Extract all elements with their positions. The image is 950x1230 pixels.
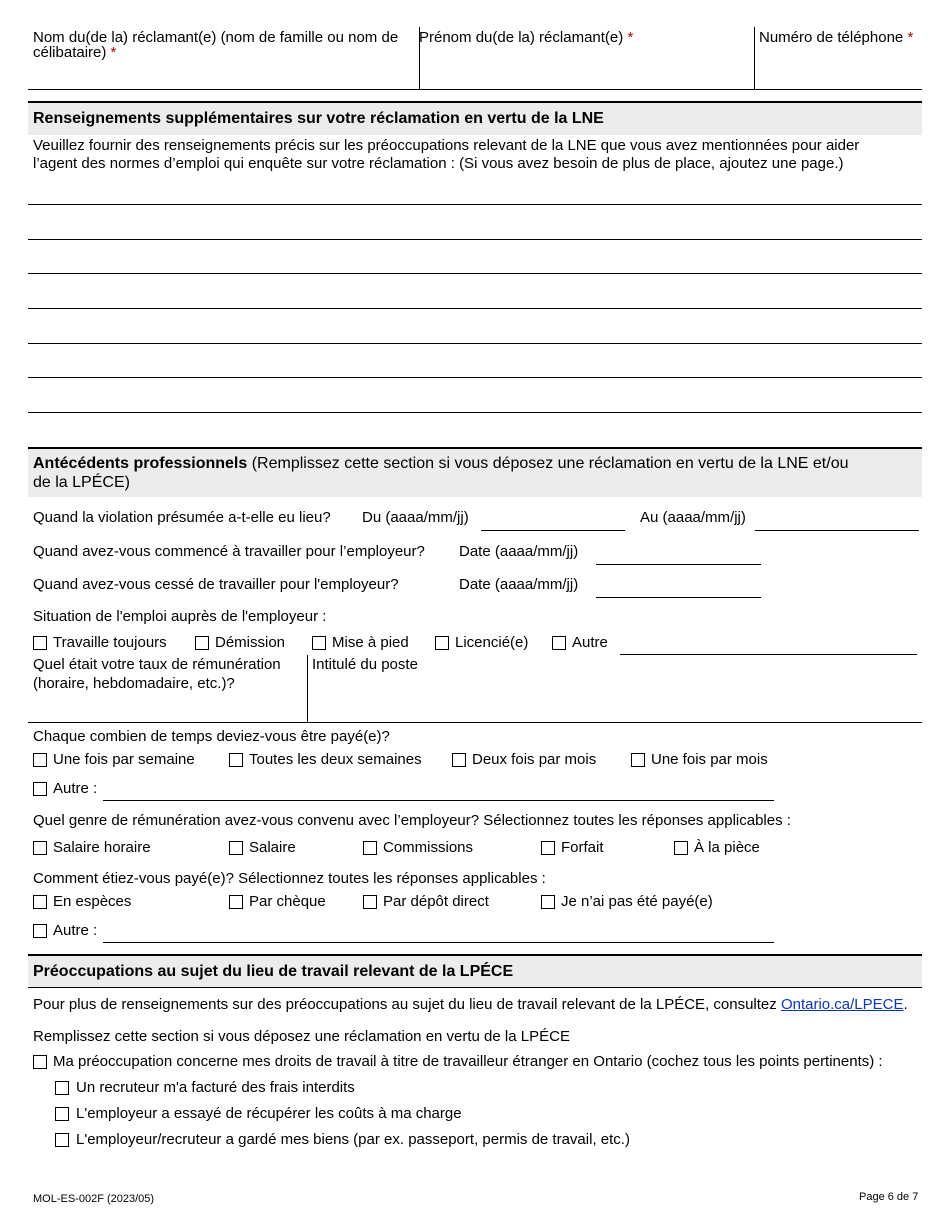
lpece-fill-note: Remplissez cette section si vous déposez une réclamation en vertu de la LPÉCE bbox=[33, 1028, 570, 1045]
lne-details-line[interactable] bbox=[28, 317, 922, 344]
freq-monthly-checkbox[interactable] bbox=[631, 753, 645, 767]
status-option-label: Travaille toujours bbox=[53, 634, 167, 651]
lne-details-line[interactable] bbox=[28, 386, 922, 413]
status-option-label: Démission bbox=[215, 634, 286, 651]
last-name-input[interactable] bbox=[30, 64, 415, 86]
status-laid-off-checkbox[interactable] bbox=[312, 636, 326, 650]
foreign-worker-label: Ma préoccupation concerne mes droits de travail à titre de travailleur étranger en Ontario (cochez tous les points pertinents) : bbox=[53, 1053, 883, 1070]
lne-section-header bbox=[28, 103, 922, 135]
pay-method-question: Comment étiez-vous payé(e)? Sélectionnez toutes les réponses applicables : bbox=[33, 870, 546, 887]
employment-section-title-cont: de la LPÉCE) bbox=[33, 474, 130, 491]
status-fired-checkbox[interactable] bbox=[435, 636, 449, 650]
pay-method-direct-deposit-checkbox[interactable] bbox=[363, 895, 377, 909]
sub-check-label: Un recruteur m'a facturé des frais interdits bbox=[76, 1079, 355, 1096]
foreign-worker-checkbox[interactable] bbox=[33, 1055, 47, 1069]
property-kept-checkbox[interactable] bbox=[55, 1133, 69, 1147]
job-title-input[interactable] bbox=[312, 676, 918, 718]
page-number: Page 6 de 7 bbox=[859, 1191, 919, 1203]
status-still-working-checkbox[interactable] bbox=[33, 636, 47, 650]
status-resigned-checkbox[interactable] bbox=[195, 636, 209, 650]
pay-method-cash-checkbox[interactable] bbox=[33, 895, 47, 909]
pay-frequency-question: Chaque combien de temps deviez-vous être payé(e)? bbox=[33, 728, 390, 745]
pay-type-question: Quel genre de rémunération avez-vous convenu avec l’employeur? Sélectionnez toutes les réponses applicables : bbox=[33, 812, 791, 829]
freq-weekly-checkbox[interactable] bbox=[33, 753, 47, 767]
pay-type-label: À la pièce bbox=[694, 839, 760, 856]
recruiter-fees-checkbox[interactable] bbox=[55, 1081, 69, 1095]
pay-type-flat-rate-checkbox[interactable] bbox=[541, 841, 555, 855]
status-question: Situation de l'emploi auprès de l'employeur : bbox=[33, 608, 327, 625]
field-divider bbox=[307, 655, 308, 722]
freq-biweekly-checkbox[interactable] bbox=[229, 753, 243, 767]
to-date-label: Au (aaaa/mm/jj) bbox=[640, 509, 746, 526]
lne-details-line[interactable] bbox=[28, 178, 922, 205]
sub-check-label: L'employeur/recruteur a gardé mes biens (par ex. passeport, permis de travail, etc.) bbox=[76, 1131, 630, 1148]
employment-section-header bbox=[28, 449, 922, 497]
status-option-label: Mise à pied bbox=[332, 634, 409, 651]
divider bbox=[28, 89, 922, 90]
lpece-info-text: Pour plus de renseignements sur des préoccupations au sujet du lieu de travail relevant de la LPÉCE, consultez Ontario.ca/LPECE. bbox=[33, 996, 908, 1013]
status-option-label: Licencié(e) bbox=[455, 634, 529, 651]
sub-check-label: L'employeur a essayé de récupérer les coûts à ma charge bbox=[76, 1105, 462, 1122]
start-date-input[interactable] bbox=[596, 564, 761, 565]
lne-section-title: Renseignements supplémentaires sur votre réclamation en vertu de la LNE bbox=[33, 110, 604, 127]
freq-option-label: Deux fois par mois bbox=[472, 751, 597, 768]
freq-semimonthly-checkbox[interactable] bbox=[452, 753, 466, 767]
pay-method-label: Par dépôt direct bbox=[383, 893, 489, 910]
status-other-checkbox[interactable] bbox=[552, 636, 566, 650]
divider bbox=[28, 987, 922, 988]
lne-details-line[interactable] bbox=[28, 282, 922, 309]
field-divider bbox=[754, 27, 755, 89]
start-question: Quand avez-vous commencé à travailler pour l’employeur? bbox=[33, 543, 425, 560]
end-date-input[interactable] bbox=[596, 597, 761, 598]
phone-input[interactable] bbox=[760, 64, 920, 86]
freq-other-checkbox[interactable] bbox=[33, 782, 47, 796]
end-question: Quand avez-vous cessé de travailler pour l'employeur? bbox=[33, 576, 399, 593]
pay-rate-question-cont: (horaire, hebdomadaire, etc.)? bbox=[33, 675, 235, 692]
pay-method-label: Je n’ai pas été payé(e) bbox=[561, 893, 713, 910]
pay-method-label: En espèces bbox=[53, 893, 132, 910]
pay-rate-input[interactable] bbox=[30, 694, 302, 718]
violation-question: Quand la violation présumée a-t-elle eu lieu? bbox=[33, 509, 331, 526]
lpece-section-title: Préoccupations au sujet du lieu de travail relevant de la LPÉCE bbox=[33, 963, 514, 980]
pay-method-label: Par chèque bbox=[249, 893, 326, 910]
pay-type-salary-checkbox[interactable] bbox=[229, 841, 243, 855]
from-date-input[interactable] bbox=[481, 530, 625, 531]
lne-details-line[interactable] bbox=[28, 351, 922, 378]
pay-type-label: Forfait bbox=[561, 839, 604, 856]
required-mark: * bbox=[627, 29, 634, 46]
pay-type-label: Salaire bbox=[249, 839, 296, 856]
first-name-input[interactable] bbox=[424, 64, 750, 86]
pay-type-label: Commissions bbox=[383, 839, 474, 856]
freq-option-label: Une fois par semaine bbox=[53, 751, 195, 768]
lne-details-line[interactable] bbox=[28, 247, 922, 274]
freq-other-input[interactable] bbox=[103, 800, 774, 801]
lpece-section-header bbox=[28, 956, 922, 987]
pay-method-other-checkbox[interactable] bbox=[33, 924, 47, 938]
pay-method-not-paid-checkbox[interactable] bbox=[541, 895, 555, 909]
freq-option-label: Une fois par mois bbox=[651, 751, 768, 768]
from-date-label: Du (aaaa/mm/jj) bbox=[362, 509, 469, 526]
required-mark: * bbox=[110, 44, 117, 61]
form-id: MOL-ES-002F (2023/05) bbox=[33, 1193, 155, 1205]
job-title-label: Intitulé du poste bbox=[312, 656, 418, 673]
pay-type-label: Salaire horaire bbox=[53, 839, 151, 856]
lne-instructions-cont: l’agent des normes d’emploi qui enquête sur votre réclamation : (Si vous avez besoin de plus de place, ajoutez une page.) bbox=[33, 155, 844, 172]
lne-instructions: Veuillez fournir des renseignements précis sur les préoccupations relevant de la LNE que vous avez mentionnées pour aider bbox=[33, 137, 860, 154]
status-option-label: Autre bbox=[572, 634, 608, 651]
employment-section-title: Antécédents professionnels (Remplissez cette section si vous déposez une réclamation en vertu de la LNE et/ou bbox=[33, 455, 849, 472]
pay-type-commission-checkbox[interactable] bbox=[363, 841, 377, 855]
status-other-input[interactable] bbox=[620, 654, 917, 655]
pay-type-hourly-checkbox[interactable] bbox=[33, 841, 47, 855]
other-label: Autre : bbox=[53, 780, 98, 797]
last-name-label: Nom du(de la) réclamant(e) (nom de famille ou nom de bbox=[33, 29, 399, 46]
start-date-label: Date (aaaa/mm/jj) bbox=[459, 543, 579, 560]
first-name-label: Prénom du(de la) réclamant(e) * bbox=[419, 29, 634, 46]
pay-type-piece-rate-checkbox[interactable] bbox=[674, 841, 688, 855]
to-date-input[interactable] bbox=[755, 530, 919, 531]
end-date-label: Date (aaaa/mm/jj) bbox=[459, 576, 579, 593]
phone-label: Numéro de téléphone * bbox=[759, 29, 914, 46]
cost-recovery-checkbox[interactable] bbox=[55, 1107, 69, 1121]
required-mark: * bbox=[907, 29, 914, 46]
other-label: Autre : bbox=[53, 922, 98, 939]
pay-method-other-input[interactable] bbox=[103, 942, 774, 943]
pay-rate-question: Quel était votre taux de rémunération bbox=[33, 656, 281, 673]
lpece-link[interactable]: Ontario.ca/LPECE bbox=[780, 996, 904, 1013]
last-name-label-cont: célibataire) * bbox=[33, 44, 117, 61]
lne-details-line[interactable] bbox=[28, 213, 922, 240]
freq-option-label: Toutes les deux semaines bbox=[249, 751, 422, 768]
pay-method-cheque-checkbox[interactable] bbox=[229, 895, 243, 909]
divider bbox=[28, 722, 922, 723]
